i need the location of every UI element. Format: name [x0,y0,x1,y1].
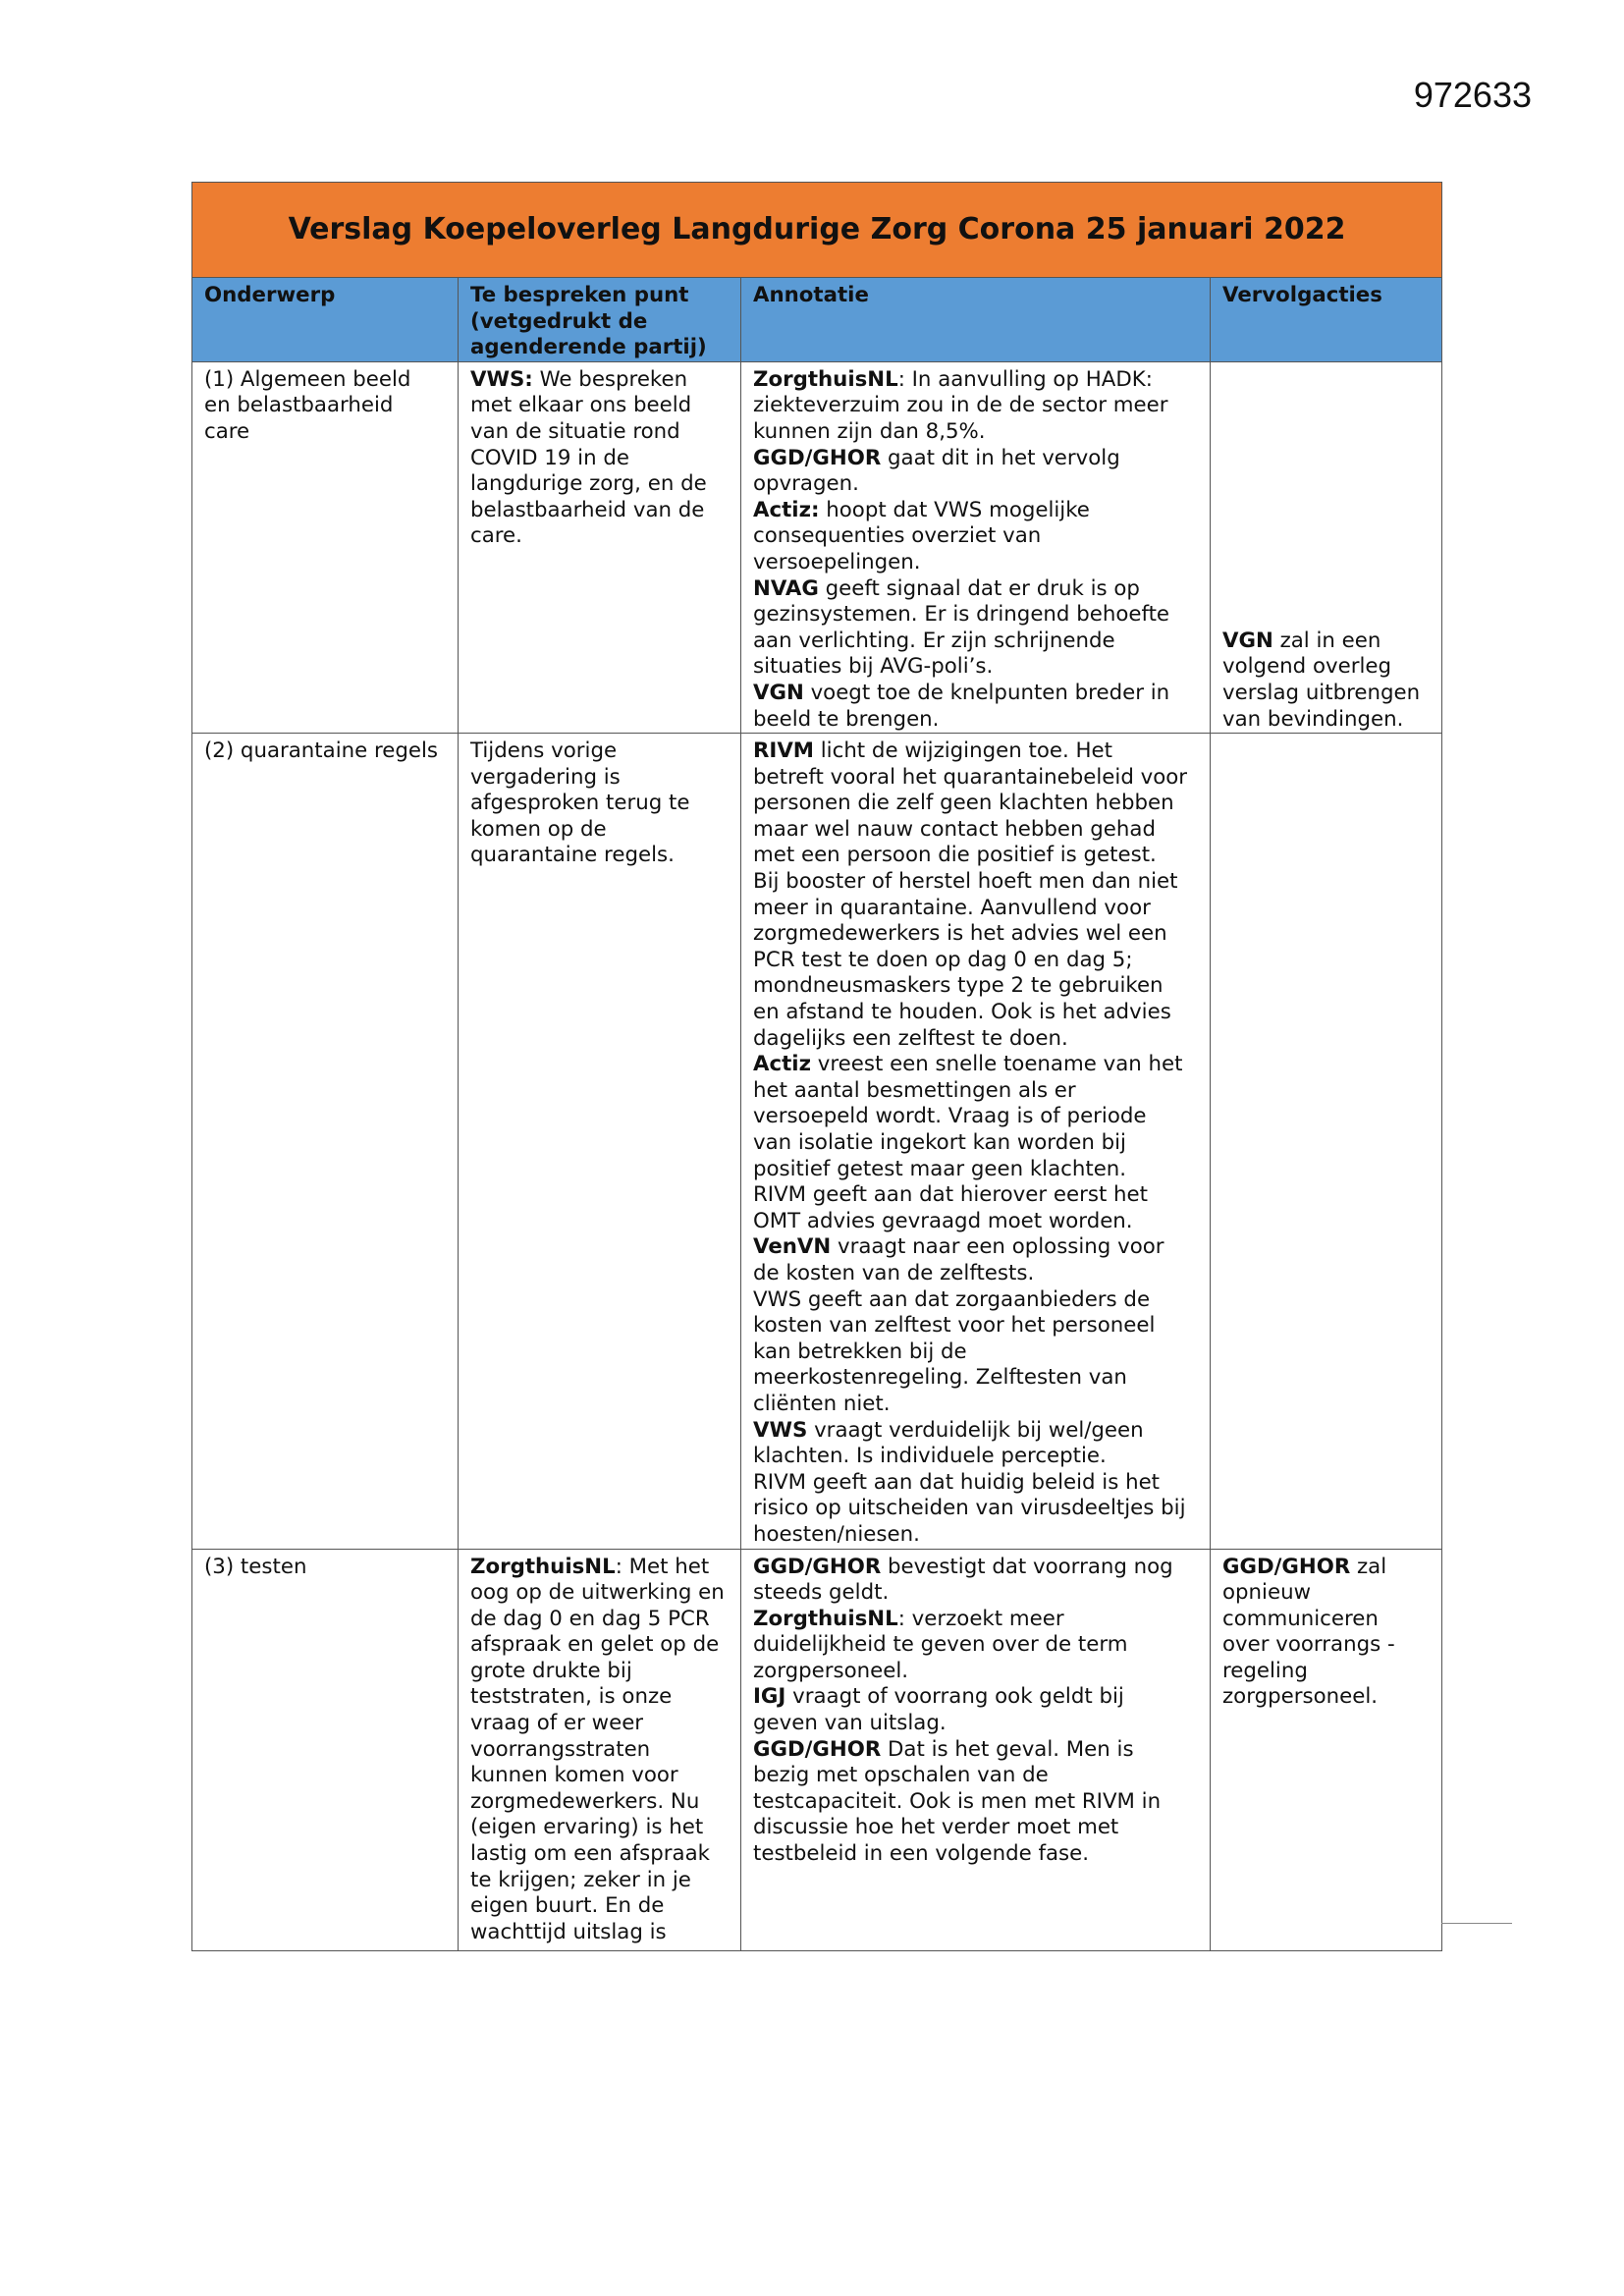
text-segment: zorgmedewerkers. Nu [470,1788,700,1814]
text-segment: RIVM geeft aan dat huidig beleid is het [753,1469,1161,1495]
text-line [753,1365,1198,1392]
text-segment: risico op uitscheiden van virusdeeltjes bij [753,1496,1186,1521]
text-segment: grote drukte bij [470,1658,632,1683]
text-line [470,791,729,817]
text-segment: cliënten niet. [753,1391,891,1416]
text-line [753,1607,1198,1633]
text-line [753,1763,1198,1789]
text-line [753,843,1198,869]
text-line [470,1868,729,1894]
party-name: GGD/GHOR [753,445,882,470]
text-segment: hoopt dat VWS mogelijke [819,497,1090,522]
cell-vervolgacties [1211,1549,1442,1950]
spacer-line [1222,602,1430,629]
party-name: VWS: [470,366,533,392]
party-name: ZorgthuisNL [470,1554,616,1579]
text-segment: COVID 19 in de [470,445,629,470]
text-line [470,471,729,498]
text-segment: kan betrekken bij de [753,1339,967,1364]
party-name: VGN [1222,628,1273,653]
spacer-line [1222,576,1430,603]
party-name: GGD/GHOR [753,1736,882,1762]
text-line [753,1026,1198,1053]
text-segment: over voorrangs - [1222,1632,1395,1658]
text-line [1222,654,1430,681]
text-line: care [204,418,250,444]
text-line [1222,1659,1430,1685]
text-line [753,765,1198,792]
text-line [753,1684,1198,1711]
text-line [753,1580,1198,1607]
cell-annotatie [741,361,1211,733]
cell-te-bespreken [459,361,741,733]
text-segment: vergadering is [470,764,621,790]
text-segment: : Met het [615,1554,710,1579]
text-line [470,498,729,524]
text-segment: vraagt verduidelijk bij wel/geen [807,1417,1144,1443]
text-segment: vraagt of voorrang ook geldt bij [785,1684,1124,1710]
party-name: ZorgthuisNL [753,366,898,392]
text-segment: aan verlichting. Er zijn schrijnende [753,628,1115,653]
text-line [753,1815,1198,1841]
header-te-bespreken: Te bespreken punt (vetgedrukt de agenderende partij) [459,278,741,362]
text-segment: en afstand te houden. Ook is het advies [753,1000,1171,1025]
text-segment: vreest een snelle toename van het [810,1052,1183,1077]
text-line [753,523,1198,550]
text-segment: betreft vooral het quarantainebeleid voor [753,764,1188,790]
text-segment: voorrangsstraten [470,1736,651,1762]
text-segment: eigen buurt. En de [470,1893,665,1919]
text-segment: care. [470,523,522,549]
text-segment: langdurige zorg, en de [470,471,707,497]
text-line [753,1418,1198,1445]
text-line [470,1920,729,1946]
text-segment: meer in quarantaine. Aanvullend voor [753,895,1151,920]
text-segment: versoepeld wordt. Vraag is of periode [753,1104,1147,1129]
text-line [753,1234,1198,1261]
table-row [192,361,1442,733]
text-segment: quarantaine regels. [470,843,675,868]
text-line [753,1000,1198,1026]
text-segment: gaat dit in het vervolg [881,445,1120,470]
text-line [753,738,1198,765]
text-segment: afspraak en gelet op de [470,1632,720,1658]
text-segment: personen die zelf geen klachten hebben [753,791,1174,816]
text-line [753,1287,1198,1314]
text-line [1222,1580,1430,1607]
text-line [753,1632,1198,1659]
text-line [1222,681,1430,707]
text-segment: (eigen ervaring) is het [470,1815,704,1840]
text-line [753,1737,1198,1764]
text-segment: beeld te brengen. [753,706,940,732]
text-line [753,1444,1198,1470]
text-line [470,1815,729,1841]
text-segment: regeling [1222,1658,1308,1683]
text-line [470,1632,729,1659]
spacer-line [1222,367,1430,394]
text-segment: PCR test te doen op dag 0 en dag 5; [753,947,1133,972]
text-segment: OMT advies gevraagd moet worden. [753,1208,1133,1233]
text-segment: testbeleid in een volgende fase. [753,1841,1089,1867]
spacer-line [1222,550,1430,576]
text-segment: verslag uitbrengen [1222,680,1421,705]
text-segment: komen op de [470,816,607,842]
text-segment: bevestigt dat voorrang nog [881,1554,1173,1579]
text-line [470,1580,729,1607]
text-line [1222,1684,1430,1711]
text-segment: klachten. Is individuele perceptie. [753,1444,1107,1469]
text-line [470,419,729,446]
header-annotatie: Annotatie [741,278,1211,362]
text-line [470,1763,729,1789]
text-segment: met een persoon die positief is getest. [753,843,1157,868]
text-segment: de dag 0 en dag 5 PCR [470,1606,710,1631]
party-name: IGJ [753,1684,786,1710]
cell-vervolgacties [1211,361,1442,733]
text-segment: oog op de uitwerking en [470,1580,725,1606]
text-line [1222,629,1430,655]
party-name: VenVN [753,1234,832,1260]
text-segment: het aantal besmettingen als er [753,1077,1076,1103]
text-segment: vraagt naar een oplossing voor [831,1234,1164,1260]
text-line [753,1711,1198,1737]
text-segment: zal [1350,1554,1387,1579]
text-segment: opvragen. [753,471,859,497]
spacer-line [1222,393,1430,419]
table-row [192,1549,1442,1950]
header-vervolgacties: Vervolgacties [1211,278,1442,362]
text-segment: volgend overleg [1222,654,1391,680]
text-line [753,1659,1198,1685]
text-line [470,1607,729,1633]
party-name: VWS [753,1417,808,1443]
text-line [470,393,729,419]
text-line [1222,1555,1430,1581]
party-name: VGN [753,680,804,705]
text-segment: Dat is het geval. Men is [881,1736,1134,1762]
text-line [470,446,729,472]
text-line [753,498,1198,524]
text-line [1222,707,1430,734]
text-line [470,1684,729,1711]
text-segment: afgesproken terug te [470,791,690,816]
text-line [470,1711,729,1737]
text-segment: kunnen zijn dan 8,5%. [753,418,986,444]
text-segment: ziekteverzuim zou in de de sector meer [753,393,1168,418]
text-segment: zorgpersoneel. [1222,1684,1379,1710]
text-line [753,1261,1198,1287]
cell-onderwerp [192,1549,459,1950]
spacer-line [1222,523,1430,550]
text-segment: steeds geldt. [753,1580,890,1606]
text-line [753,367,1198,394]
party-name: RIVM [753,738,814,764]
spacer-line [1222,419,1430,446]
party-name: NVAG [753,575,819,601]
text-line [1222,1632,1430,1659]
party-name: GGD/GHOR [753,1554,882,1579]
text-segment: RIVM geeft aan dat hierover eerst het [753,1182,1149,1208]
text-line [1222,1607,1430,1633]
text-segment: duidelijkheid te geven over de term [753,1632,1128,1658]
table-row [192,734,1442,1549]
text-line [470,1659,729,1685]
text-segment: zorgpersoneel. [753,1658,909,1683]
party-name: ZorgthuisNL [753,1606,898,1631]
text-line [753,1789,1198,1816]
text-line [753,1841,1198,1868]
text-line [753,896,1198,922]
text-segment: geeft signaal dat er druk is op [818,575,1140,601]
text-line [470,1789,729,1816]
text-line [470,1737,729,1764]
text-segment: discussie hoe het verder moet met [753,1815,1119,1840]
text-segment: met elkaar ons beeld [470,393,692,418]
text-segment: licht de wijzigingen toe. Het [814,738,1112,764]
meeting-report-table [191,182,1442,1951]
text-segment: wachttijd uitslag is [470,1919,667,1944]
cell-onderwerp [192,361,459,733]
text-segment: te krijgen; zeker in je [470,1867,691,1892]
text-line [753,1392,1198,1418]
text-segment: : verzoekt meer [897,1606,1064,1631]
party-name: GGD/GHOR [1222,1554,1351,1579]
text-segment: lastig om een afspraak [470,1841,710,1867]
text-segment: vraag of er weer [470,1711,644,1736]
text-segment: opnieuw [1222,1580,1311,1606]
text-line [470,523,729,550]
text-line [753,1130,1198,1157]
text-line [753,1157,1198,1183]
cell-te-bespreken [459,734,741,1549]
text-line [753,1078,1198,1105]
text-line: (2) quarantaine regels [204,738,439,764]
text-segment: kosten van zelftest voor het personeel [753,1313,1156,1339]
text-line: (1) Algemeen beeld [204,366,411,392]
text-segment: voegt toe de knelpunten breder in [803,680,1170,705]
text-segment: belastbaarheid van de [470,497,705,522]
text-segment: positief getest maar geen klachten. [753,1156,1127,1181]
text-line [753,1496,1198,1522]
text-line [753,707,1198,734]
text-line [753,1104,1198,1130]
text-segment: van isolatie ingekort kan worden bij [753,1130,1126,1155]
text-line [753,576,1198,603]
text-line [753,1555,1198,1581]
text-line [753,1209,1198,1235]
text-line [753,550,1198,576]
cell-onderwerp [192,734,459,1549]
cell-annotatie [741,734,1211,1549]
text-line [753,681,1198,707]
text-line [753,1470,1198,1497]
text-segment: : In aanvulling op HADK: [897,366,1153,392]
text-segment: bezig met opschalen van de [753,1763,1049,1788]
text-line [753,1182,1198,1209]
cell-annotatie [741,1549,1211,1950]
text-line [470,1555,729,1581]
text-segment: maar wel nauw contact hebben gehad [753,816,1156,842]
text-segment: geven van uitslag. [753,1711,947,1736]
text-segment: teststraten, is onze [470,1684,673,1710]
text-segment: versoepelingen. [753,549,921,574]
text-segment: testcapaciteit. Ook is men met RIVM in [753,1788,1162,1814]
text-segment: communiceren [1222,1606,1379,1631]
cell-vervolgacties [1211,734,1442,1549]
text-segment: Bij booster of herstel hoeft men dan niet [753,869,1178,895]
text-line: en belastbaarheid [204,393,394,418]
text-segment: van bevindingen. [1222,706,1404,732]
text-segment: gezinsystemen. Er is dringend behoefte [753,602,1170,628]
text-line [470,1893,729,1920]
party-name: Actiz [753,1052,811,1077]
text-line [753,602,1198,629]
text-segment: consequenties overziet van [753,523,1042,549]
text-segment: van de situatie rond [470,418,680,444]
text-line [753,921,1198,948]
party-name: Actiz: [753,497,820,522]
spacer-line [1222,498,1430,524]
document-id: 972633 [1413,75,1532,115]
text-line [470,817,729,844]
text-line [753,1522,1198,1549]
text-line [753,471,1198,498]
text-segment: zorgmedewerkers is het advies wel een [753,921,1167,947]
text-segment: hoesten/niesen. [753,1521,920,1547]
spacer-line [1222,471,1430,498]
text-segment: situaties bij AVG-poli’s. [753,654,994,680]
cell-te-bespreken [459,1549,741,1950]
text-line [753,419,1198,446]
text-segment: mondneusmaskers type 2 te gebruiken [753,973,1164,999]
text-line [470,765,729,792]
text-segment: Tijdens vorige [470,738,618,764]
text-line [753,948,1198,974]
report-title: Verslag Koepeloverleg Langdurige Zorg Corona 25 januari 2022 [192,183,1442,278]
text-line [753,446,1198,472]
text-line [753,869,1198,896]
text-line [470,1841,729,1868]
text-line [470,367,729,394]
table-border-extension [1441,1923,1512,1924]
text-line [753,1052,1198,1078]
text-line [753,1339,1198,1366]
text-line [470,843,729,869]
text-segment: We bespreken [532,366,688,392]
text-segment: de kosten van de zelftests. [753,1260,1035,1285]
text-line: (3) testen [204,1554,307,1579]
text-segment: kunnen komen voor [470,1763,678,1788]
text-segment: zal in een [1272,628,1381,653]
text-line [753,654,1198,681]
text-line [753,817,1198,844]
text-line [753,629,1198,655]
text-line [470,738,729,765]
text-segment: dagelijks een zelftest te doen. [753,1025,1068,1051]
text-segment: meerkostenregeling. Zelftesten van [753,1365,1127,1391]
text-line [753,973,1198,1000]
spacer-line [1222,446,1430,472]
text-segment: VWS geeft aan dat zorgaanbieders de [753,1286,1151,1312]
text-line [753,791,1198,817]
header-onderwerp: Onderwerp [192,278,459,362]
text-line [753,393,1198,419]
text-line [753,1313,1198,1339]
